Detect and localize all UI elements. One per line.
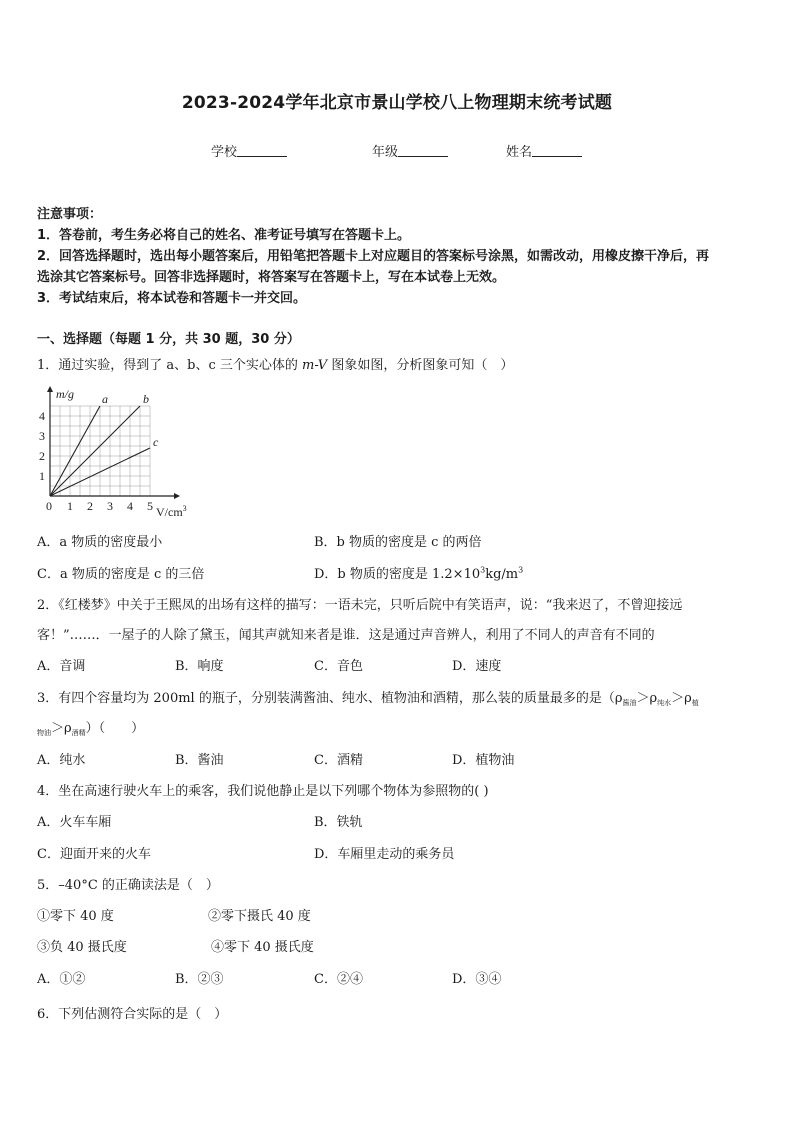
- x-tick-label: 1: [67, 499, 73, 513]
- school-field[interactable]: [211, 141, 287, 160]
- question-4-stem: 4．坐在高速行驶火车上的乘客，我们说他静止是以下列哪个物体为参照物的( ): [37, 784, 489, 799]
- q3-option-b[interactable]: B．酱油: [175, 753, 224, 768]
- question-3-line-1: [37, 687, 699, 708]
- graph-axes: [47, 386, 180, 499]
- x-tick-label: 2: [87, 499, 93, 513]
- notice-heading: 注意事项：: [37, 207, 103, 222]
- q5-option-c[interactable]: C．②④: [314, 972, 363, 987]
- q1-option-d-exp: 3: [480, 565, 486, 575]
- q4-option-b[interactable]: B．铁轨: [314, 815, 363, 830]
- q1-option-d-unit-exp: 3: [518, 565, 524, 575]
- q3-gt-1: ＞ρ: [636, 691, 658, 706]
- q3-option-c[interactable]: C．酒精: [314, 753, 363, 768]
- question-6-stem: 6．下列估测符合实际的是（ ）: [37, 1007, 228, 1022]
- notice-item-3: 3．考试结束后，将本试卷和答题卡一并交回。: [37, 291, 307, 306]
- q3-gt-2: ＞ρ: [671, 691, 692, 706]
- series-line-b: [50, 406, 140, 496]
- q1-option-b[interactable]: B．b 物质的密度是 c 的两倍: [314, 535, 482, 550]
- mv-graph: [34, 384, 199, 522]
- school-blank[interactable]: [237, 144, 287, 157]
- q1-option-c[interactable]: C．a 物质的密度是 c 的三倍: [37, 567, 205, 582]
- q4-option-a[interactable]: A．火车车厢: [37, 815, 112, 830]
- series-label-c: c: [153, 435, 159, 449]
- x-axis-label-text: V/cm: [156, 505, 183, 519]
- q3-option-a[interactable]: A．纯水: [37, 753, 86, 768]
- q3-line1-text: 3．有四个容量均为 200ml 的瓶子，分别装满酱油、纯水、植物油和酒精，那么装的质量最多的是（ρ: [37, 691, 623, 706]
- y-tick-label: 4: [39, 409, 45, 423]
- q3-sub-soy: 酱油: [622, 699, 637, 707]
- q5-statement-4: ④零下 40 摄氏度: [211, 940, 314, 955]
- q2-option-a[interactable]: A．音调: [37, 659, 86, 674]
- school-label: 学校: [211, 145, 238, 160]
- q3-line2-suffix: ）（ ）: [85, 721, 145, 736]
- exam-title: 2023-2024学年北京市景山学校八上物理期末统考试题: [181, 93, 613, 113]
- q1-stem-suffix: 图象如图，分析图象可知（ ）: [327, 358, 514, 373]
- q2-option-b[interactable]: B．响度: [175, 659, 224, 674]
- name-label: 姓名: [506, 145, 533, 160]
- graph-grid: [50, 406, 150, 496]
- notice-item-2: 2．回答选择题时，选出每小题答案后，用铅笔把答题卡上对应题目的答案标号涂黑，如需改动，用橡皮擦干净后，再: [37, 249, 710, 264]
- y-axis-arrow: [47, 386, 53, 392]
- q1-stem-prefix: 1．通过实验，得到了 a、b、c 三个实心体的: [37, 358, 303, 373]
- series-label-a: a: [102, 392, 108, 406]
- graph-ticks: [39, 409, 153, 513]
- x-axis-arrow: [174, 493, 180, 499]
- question-3-line-2: [37, 717, 144, 738]
- x-tick-label: 3: [107, 499, 113, 513]
- x-tick-label: 0: [46, 499, 52, 513]
- section-heading: 一、选择题（每题 1 分，共 30 题，30 分）: [37, 332, 300, 347]
- q5-option-d[interactable]: D．③④: [452, 972, 502, 987]
- q5-option-b[interactable]: B．②③: [175, 972, 224, 987]
- grade-blank[interactable]: [398, 144, 448, 157]
- x-tick-label: 4: [127, 499, 133, 513]
- q4-option-c[interactable]: C．迎面开来的火车: [37, 847, 151, 862]
- notice-item-1: 1．答卷前，考生务必将自己的姓名、准考证号填写在答题卡上。: [37, 228, 411, 243]
- graph-series: [50, 392, 159, 496]
- q3-sub-oil: 物油: [37, 729, 51, 737]
- name-blank[interactable]: [532, 144, 582, 157]
- q2-option-c[interactable]: C．音色: [314, 659, 363, 674]
- q5-statement-1: ①零下 40 度: [37, 909, 114, 924]
- x-axis-label-exp: 3: [182, 504, 187, 513]
- x-tick-label: 5: [147, 499, 153, 513]
- grade-field[interactable]: [372, 141, 448, 160]
- y-tick-label: 3: [39, 429, 45, 443]
- q3-sub-plant: 植: [691, 699, 699, 707]
- question-2-line-2: 客！”……．一屋子的人除了黛玉，闻其声就知来者是谁．这是通过声音辨人，利用了不同人的声音有不同的: [37, 628, 655, 643]
- q3-gt-3: ＞ρ: [51, 721, 72, 736]
- notice-item-2-cont: 选涂其它答案标号。回答非选择题时，将答案写在答题卡上，写在本试卷上无效。: [37, 270, 506, 285]
- q5-statement-2: ②零下摄氏 40 度: [208, 909, 311, 924]
- q3-sub-alcohol: 酒精: [71, 729, 86, 737]
- q1-option-d-unit: kg/m: [485, 567, 519, 582]
- q3-sub-water: 纯水: [657, 699, 672, 707]
- q3-option-d[interactable]: D．植物油: [452, 753, 515, 768]
- q1-option-d-text: D．b 物质的密度是 1.2×10: [314, 567, 481, 582]
- question-5-stem: 5．–40°C 的正确读法是（ ）: [37, 878, 219, 893]
- q5-statement-3: ③负 40 摄氏度: [37, 940, 127, 955]
- question-1-stem: [37, 354, 513, 373]
- q2-option-d[interactable]: D．速度: [452, 659, 502, 674]
- y-tick-label: 2: [39, 449, 45, 463]
- series-line-a: [50, 406, 100, 496]
- y-axis-label: m/g: [56, 387, 74, 401]
- series-label-b: b: [143, 392, 149, 406]
- q4-option-d[interactable]: D．车厢里走动的乘务员: [314, 847, 455, 862]
- question-2-line-1: 2．《红楼梦》中关于王熙凤的出场有这样的描写：一语未完，只听后院中有笑语声，说：“我来迟了，不曾迎接远: [37, 598, 683, 613]
- y-tick-label: 1: [39, 469, 45, 483]
- q1-option-a[interactable]: A．a 物质的密度最小: [37, 535, 163, 550]
- q1-stem-var: m-V: [302, 358, 328, 373]
- x-axis-label: [156, 504, 187, 519]
- grade-label: 年级: [372, 145, 399, 160]
- q5-option-a[interactable]: A．①②: [37, 972, 86, 987]
- name-field[interactable]: [506, 141, 582, 160]
- q1-option-d[interactable]: [314, 563, 523, 582]
